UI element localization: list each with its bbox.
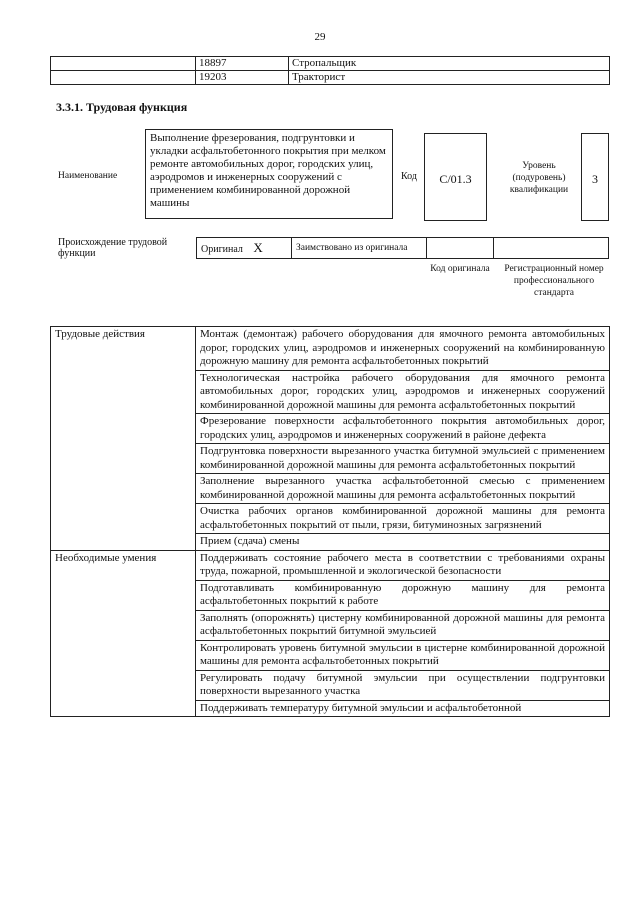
page-number: 29 xyxy=(314,31,326,43)
labor-actions-header: Трудовые действия xyxy=(51,327,196,551)
labor-action: Технологическая настройка рабочего оборудования для ямочного ремонта автомобильных дорог, городских улиц, аэродромов и инженерных сооружений комбинированной дорожной машины для ремонта асфальтобетонных покрытий xyxy=(196,370,610,414)
original-mark: Х xyxy=(253,240,263,255)
occupation-code: 18897 xyxy=(196,57,289,71)
section-title: 3.3.1. Трудовая функция xyxy=(56,100,188,114)
code-original-cell xyxy=(427,238,494,259)
occupation-name: Стропальщик xyxy=(289,57,610,71)
skill: Поддерживать состояние рабочего места в соответствии с требованиями охраны труда, пожарной, промышленной и экологической безопасности xyxy=(196,550,610,580)
original-label: Оригинал xyxy=(201,244,243,255)
origin-label: Происхождение трудовой функции xyxy=(58,237,168,259)
original-cell xyxy=(197,238,292,259)
code-original-label: Код оригинала xyxy=(430,264,490,274)
function-name: Выполнение фрезерования, подгрунтовки и укладки асфальтобетонного покрытия при мелком ремонте автомобильных дорог, городских улиц, аэродромов и инженерных сооружений с применением комбинированной дорожной машины xyxy=(145,129,393,219)
table-row xyxy=(51,327,610,371)
table-row xyxy=(197,238,609,259)
function-details-table xyxy=(50,326,610,717)
empty-cell xyxy=(51,71,196,85)
occupation-code: 19203 xyxy=(196,71,289,85)
reg-number-label: Регистрационный номер профессионального стандарта xyxy=(504,264,604,298)
qualification-level: 3 xyxy=(581,133,609,221)
table-row xyxy=(51,57,610,71)
borrowed-label: Заимствовано из оригинала xyxy=(292,238,427,259)
empty-cell xyxy=(51,57,196,71)
occupations-table xyxy=(50,56,610,85)
code-label: Код xyxy=(401,171,417,182)
labor-action: Монтаж (демонтаж) рабочего оборудования для ямочного ремонта автомобильных дорог, городских улиц, аэродромов и инженерных сооружений на комбинированную дорожную машину для ремонта асфальтобетонных покрытий xyxy=(196,327,610,371)
skill: Подготавливать комбинированную дорожную машину для ремонта асфальтобетонных покрытий к работе xyxy=(196,580,610,610)
labor-action: Подгрунтовка поверхности вырезанного участка битумной эмульсией с применением комбинированной дорожной машины для ремонта асфальтобетонных покрытий xyxy=(196,444,610,474)
labor-action: Очистка рабочих органов комбинированной дорожной машины для ремонта асфальтобетонных покрытий от пыли, грязи, битуминозных загрязнений xyxy=(196,504,610,534)
level-label: Уровень (подуровень) квалификации xyxy=(509,161,569,195)
skill: Заполнять (опорожнять) цистерну комбинированной дорожной машины для ремонта асфальтобетонных покрытий битумной эмульсией xyxy=(196,610,610,640)
table-row xyxy=(51,550,610,580)
skills-header: Необходимые умения xyxy=(51,550,196,717)
skill: Контролировать уровень битумной эмульсии в цистерне комбинированной дорожной машины для ремонта асфальтобетонных покрытий xyxy=(196,640,610,670)
occupation-name: Тракторист xyxy=(289,71,610,85)
name-label: Наименование xyxy=(58,171,118,181)
origin-table xyxy=(196,237,609,259)
labor-action: Фрезерование поверхности асфальтобетонного покрытия автомобильных дорог, городских улиц, аэродромов и инженерных сооружений в районе дефекта xyxy=(196,414,610,444)
labor-action: Прием (сдача) смены xyxy=(196,534,610,551)
labor-action: Заполнение вырезанного участка асфальтобетонной смесью с применением комбинированной дорожной машины для ремонта асфальтобетонных покрытий xyxy=(196,474,610,504)
function-code: С/01.3 xyxy=(424,133,487,221)
reg-number-cell xyxy=(494,238,609,259)
table-row xyxy=(51,71,610,85)
skill: Поддерживать температуру битумной эмульсии и асфальтобетонной xyxy=(196,700,610,717)
skill: Регулировать подачу битумной эмульсии при осуществлении подгрунтовки поверхности вырезанного участка xyxy=(196,670,610,700)
